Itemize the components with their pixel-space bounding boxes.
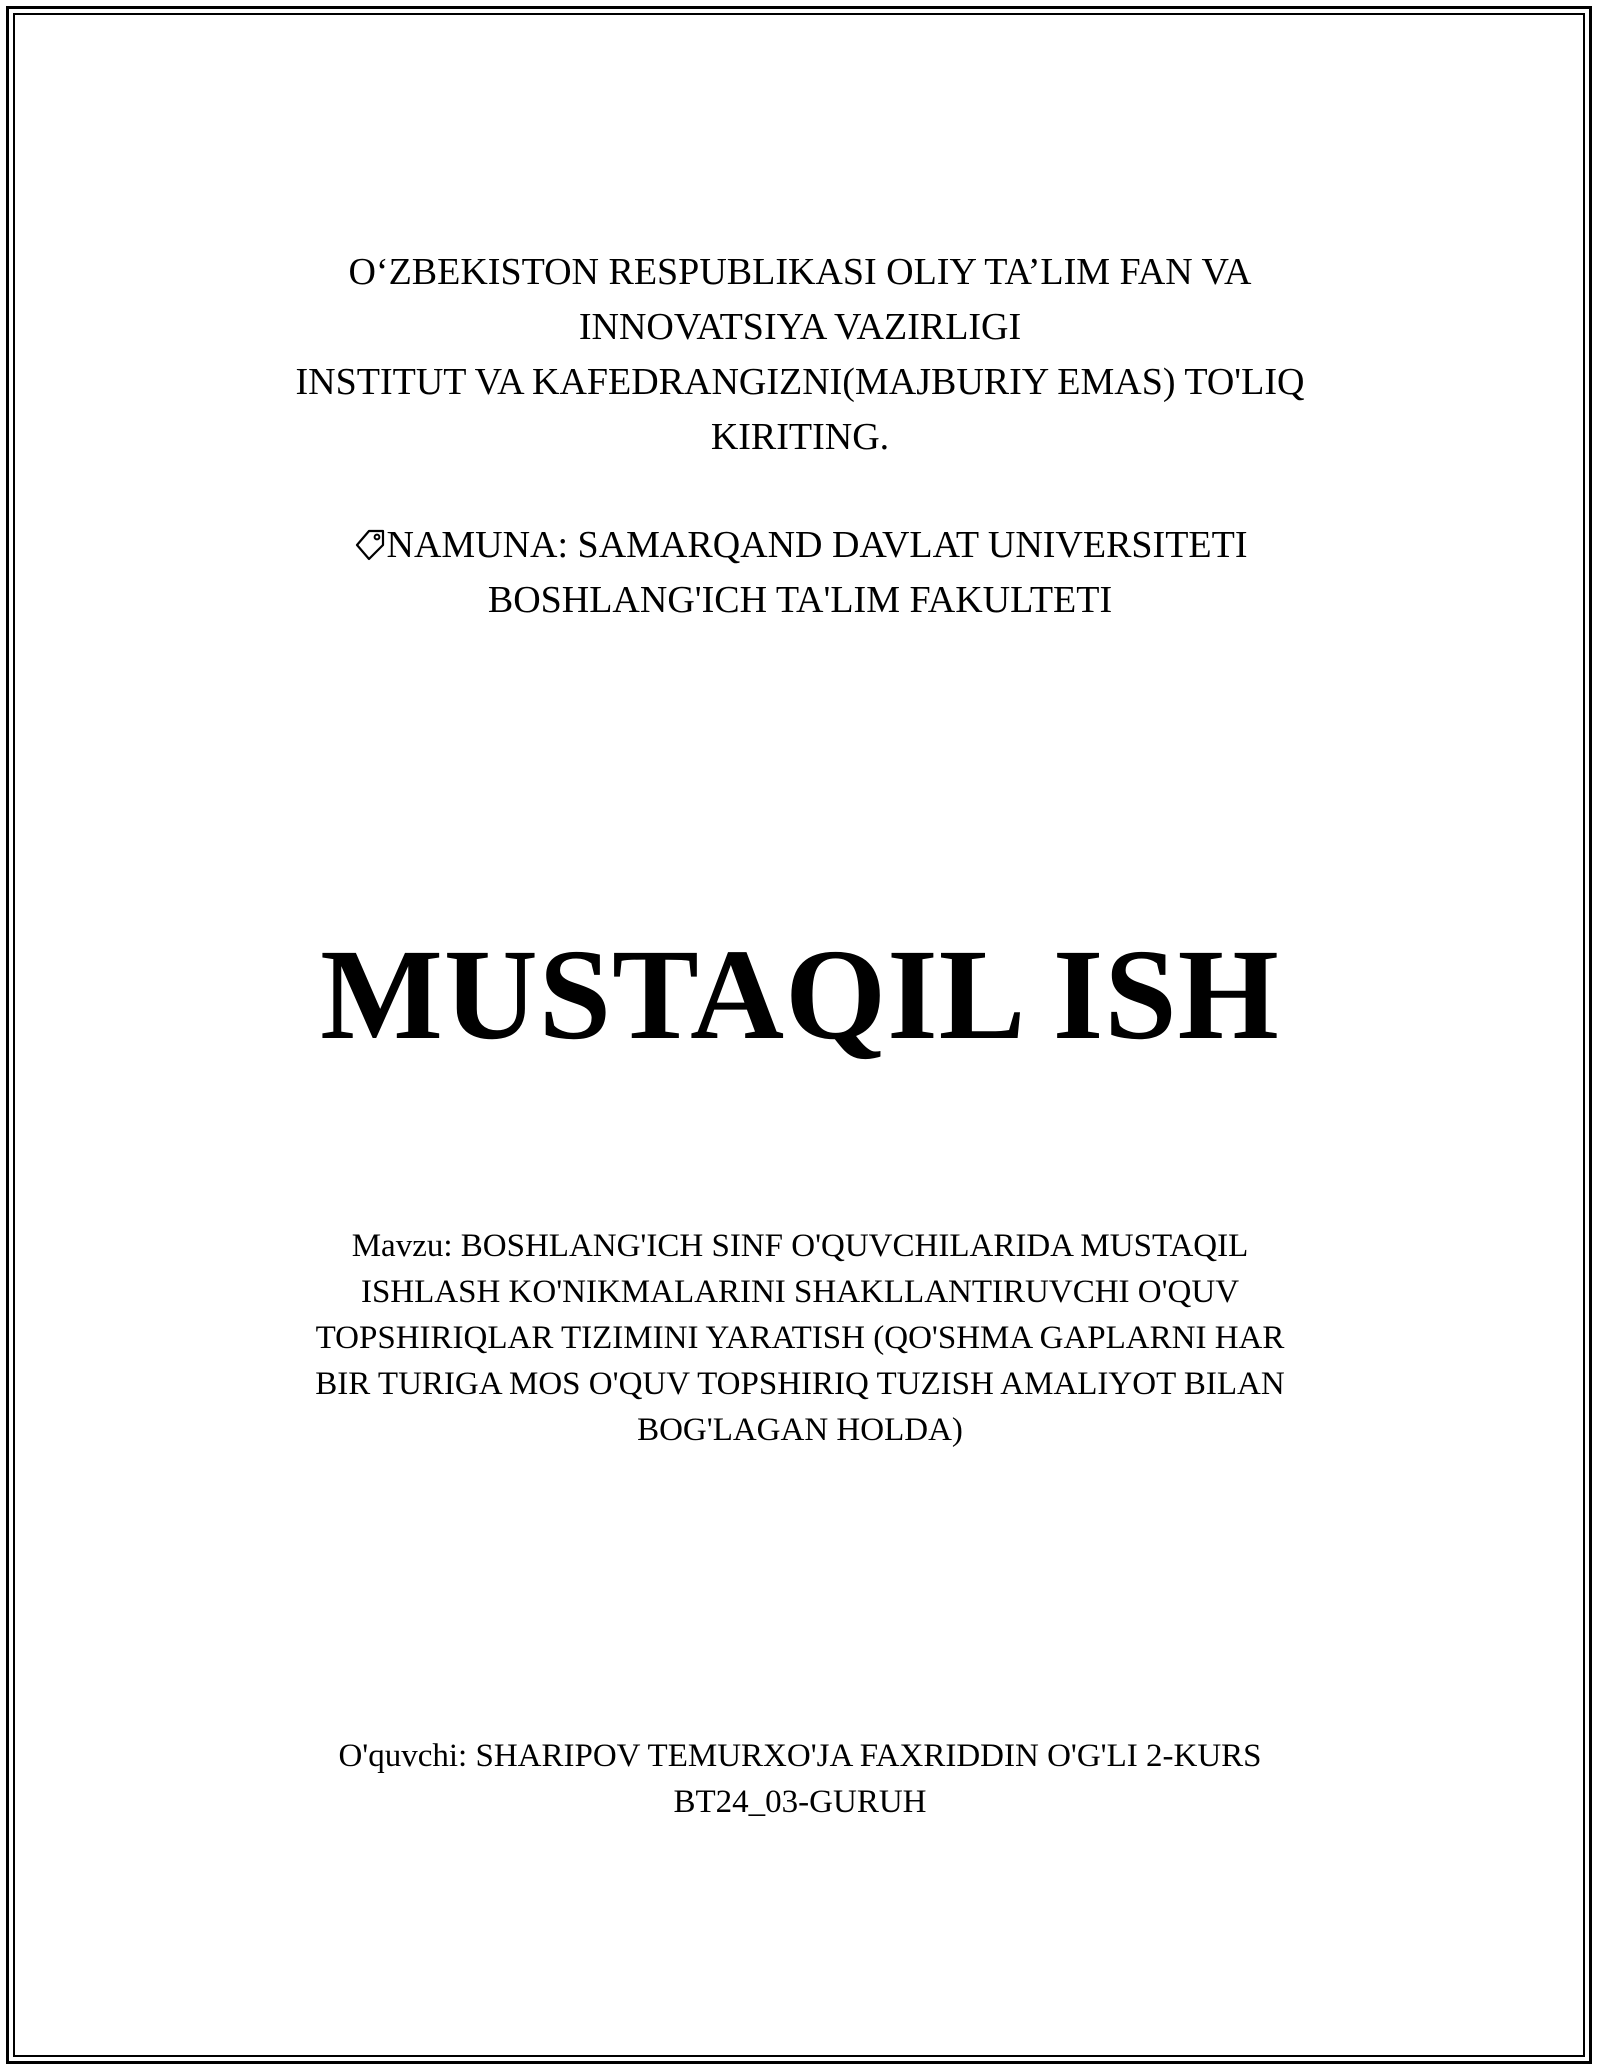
student-line-1: O'quvchi: SHARIPOV TEMURXO'JA FAXRIDDIN O'G'LI 2-KURS [338, 1738, 1262, 1774]
topic-block [200, 1223, 1400, 1453]
student-line-2: BT24_03-GURUH [673, 1784, 927, 1820]
institute-line-1: INSTITUT VA KAFEDRANGIZNI(MAJBURIY EMAS) TO'LIQ [295, 361, 1305, 403]
sample-label: NAMUNA: SAMARQAND DAVLAT UNIVERSITETI [386, 524, 1248, 566]
sample-line-1 [200, 518, 1400, 573]
topic-line-3: TOPSHIRIQLAR TIZIMINI YARATISH (QO'SHMA GAPLARNI HAR [315, 1320, 1285, 1356]
sample-line-2: BOSHLANG'ICH TA'LIM FAKULTETI [487, 579, 1113, 621]
ministry-header [200, 245, 1400, 465]
sample-block [200, 518, 1400, 628]
institute-line-2: KIRITING. [710, 416, 890, 458]
topic-line-2: ISHLASH KO'NIKMALARINI SHAKLLANTIRUVCHI O'QUV [360, 1274, 1240, 1310]
topic-line-1: Mavzu: BOSHLANG'ICH SINF O'QUVCHILARIDA MUSTAQIL [351, 1228, 1249, 1264]
topic-line-4: BIR TURIGA MOS O'QUV TOPSHIRIQ TUZISH AMALIYOT BILAN [315, 1366, 1285, 1402]
tag-icon [353, 522, 387, 556]
document-title: MUSTAQIL ISH [320, 923, 1280, 1067]
ministry-line-1: O‘ZBEKISTON RESPUBLIKASI OLIY TA’LIM FAN VA [348, 251, 1252, 293]
ministry-line-2: INNOVATSIYA VAZIRLIGI [578, 306, 1022, 348]
student-block [200, 1733, 1400, 1825]
topic-line-5: BOG'LAGAN HOLDA) [637, 1412, 963, 1448]
